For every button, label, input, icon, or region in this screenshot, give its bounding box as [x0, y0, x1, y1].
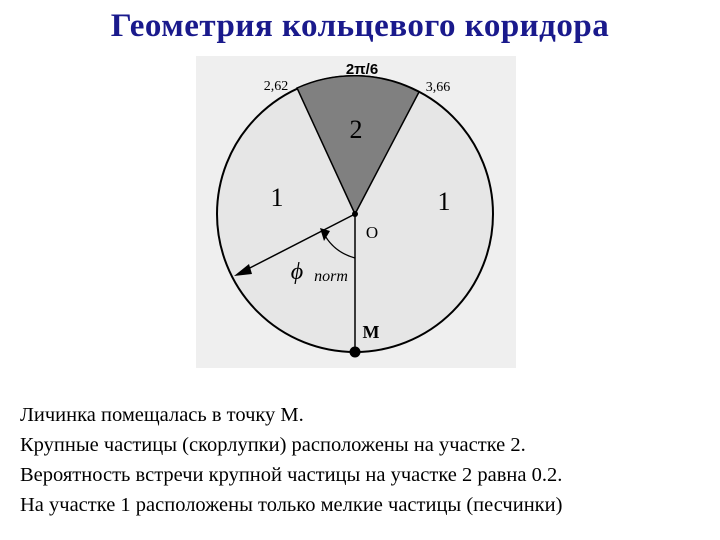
top-angle-label: 2π/6	[345, 61, 379, 78]
right-tick-label: 3,66	[425, 80, 451, 95]
description-text	[20, 400, 710, 520]
center-point	[352, 211, 358, 217]
description-line-4: На участке 1 расположены только мелкие частицы (песчинки)	[20, 494, 563, 516]
sector-2-label: 2	[349, 115, 363, 144]
description-line-1: Личинка помещалась в точку М.	[20, 404, 304, 426]
description-line-2: Крупные частицы (скорлупки) расположены на участке 2.	[20, 434, 526, 456]
ring-corridor-diagram	[190, 52, 530, 372]
point-m	[350, 347, 361, 358]
description-line-3: Вероятность встречи крупной частицы на участке 2 равна 0.2.	[20, 464, 563, 486]
angle-symbol: ϕ	[290, 259, 304, 285]
left-tick-label: 2,62	[263, 79, 289, 94]
angle-subscript: norm	[314, 268, 348, 285]
page-title: Геометрия кольцевого коридора	[110, 8, 610, 44]
point-m-label: M	[362, 322, 380, 342]
region-1-left-label: 1	[270, 183, 284, 212]
center-label: O	[365, 223, 379, 242]
region-1-right-label: 1	[437, 187, 451, 216]
